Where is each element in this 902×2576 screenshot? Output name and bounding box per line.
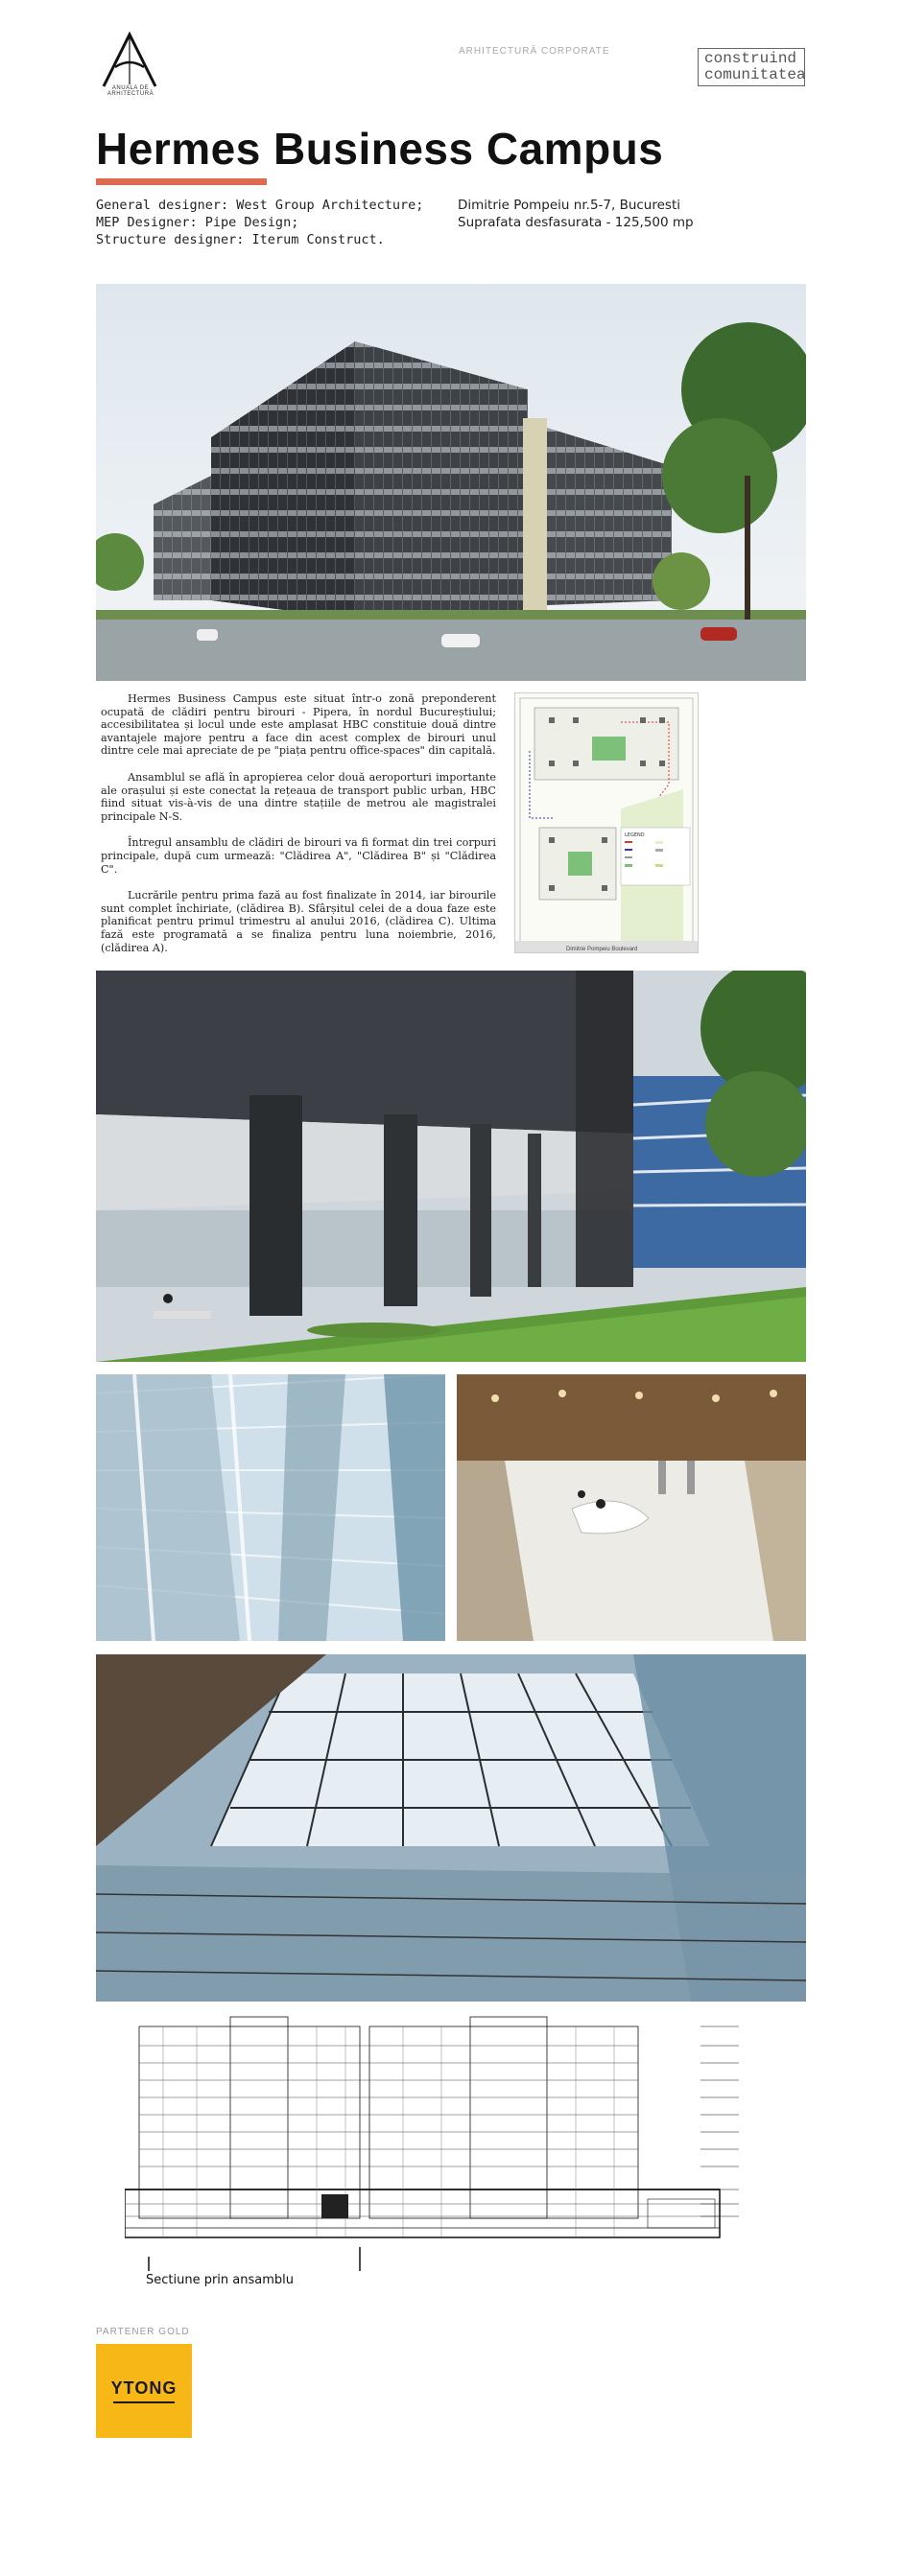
site-plan-caption: Dimitrie Pompeiu Boulevard <box>566 947 638 952</box>
description-paragraph: Ansamblul se află în apropierea celor două aeroporturi importante ale orașului și este conectat la rețeaua de transport public urban, HBC fiind situat vis-à-vis de una dintre stațiile de metrou ale magistralei principale N-S. <box>101 770 496 823</box>
logo-caption: ANUALA DE ARHITECTURĂ <box>107 85 154 97</box>
credits-right <box>458 197 694 231</box>
address-line: Dimitrie Pompeiu nr.5-7, Bucuresti <box>458 198 681 213</box>
credit-line: Structure designer: Iterum Construct. <box>96 232 385 247</box>
section-caption: Sectiune prin ansamblu <box>146 2273 295 2287</box>
site-plan-drawing <box>514 692 699 953</box>
project-description <box>101 692 496 968</box>
ytong-underline <box>113 2401 175 2403</box>
colonnade-rendering <box>96 971 806 1362</box>
partner-label: PARTENER GOLD <box>96 2327 190 2337</box>
credits-left <box>96 197 423 248</box>
credit-line: MEP Designer: Pipe Design; <box>96 215 299 230</box>
description-paragraph: Hermes Business Campus este situat într-o zonă preponderent ocupată de clădiri pentru birouri - Pipera, în nordul Bucureștiului; accesibilitatea și locul unde este amplasat HBC constituie două dintre avantajele majore pentru a face din acest complex de birouri unul dintre cele mai apreciate de pe "piața pentru office-spaces" din capitală. <box>101 692 496 758</box>
ytong-brand: YTONG <box>110 2378 178 2398</box>
credit-line: General designer: West Group Architecture; <box>96 198 424 213</box>
area-line: Suprafata desfasurata - 125,500 mp <box>458 215 694 230</box>
description-paragraph: Întregul ansamblu de clădiri de birouri va fi format din trei corpuri principale, după cum urmează: "Clădirea A", "Clădirea B" și "Clădirea C". <box>101 836 496 876</box>
description-paragraph: Lucrările pentru prima fază au fost finalizate în 2014, iar birourile sunt complet închiriate, (clădirea B). Sfârșitul celei de a doua faze este planificat pentru primul trimestru al anului 2016, (clădirea C). Ultima fază este programată a se finaliza pentru luna noiembrie, 2016, (clădirea A). <box>101 889 496 954</box>
lobby-photo <box>457 1374 806 1641</box>
stamp-line: construind <box>704 50 797 67</box>
building-section-drawing <box>125 2007 806 2276</box>
atrium-facade-photo <box>96 1374 445 1641</box>
legend-title: LEGEND <box>625 832 645 838</box>
ytong-logo <box>96 2344 192 2438</box>
skylight-photo <box>96 1654 806 2002</box>
page-title: Hermes Business Campus <box>96 124 664 174</box>
hero-rendering <box>96 284 806 681</box>
section-label: ARHITECTURĂ CORPORATE <box>459 46 610 57</box>
construind-comunitatea-stamp <box>698 48 805 86</box>
stamp-line: comunitatea <box>704 66 806 83</box>
title-underline <box>96 178 267 185</box>
